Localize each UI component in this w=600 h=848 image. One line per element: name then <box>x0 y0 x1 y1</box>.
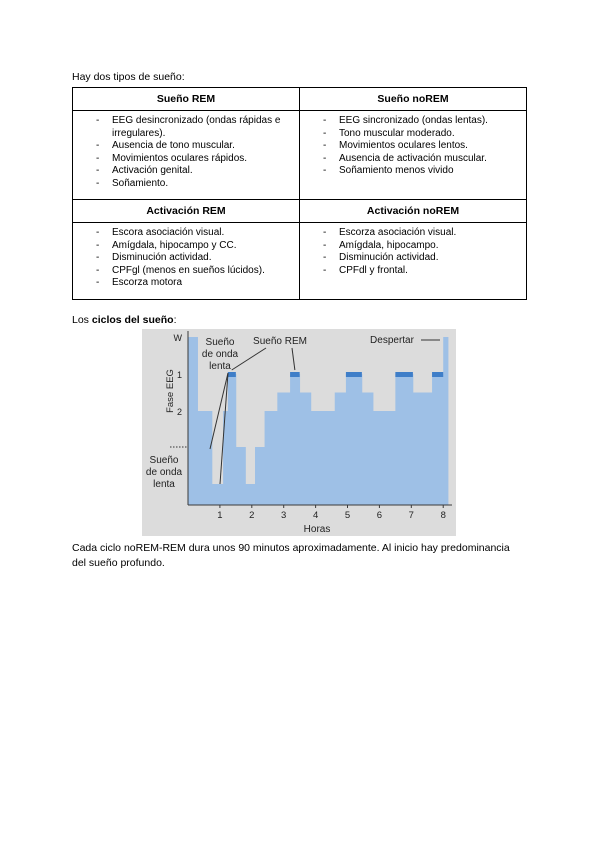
act-rem-list <box>79 227 293 290</box>
stage-bar <box>443 337 448 505</box>
stage-bar <box>212 484 224 505</box>
stage-bar <box>198 411 213 505</box>
x-tick-label: 7 <box>408 510 414 521</box>
list-item: - Movimientos oculares rápidos. <box>79 153 293 166</box>
list-item: - EEG sincronizado (ondas lentas). <box>306 115 520 128</box>
hypnogram-figure <box>142 329 456 536</box>
header-rem: Sueño REM <box>73 88 300 111</box>
stage-bar <box>228 374 236 505</box>
list-item: - Amígdala, hipocampo y CC. <box>79 240 293 253</box>
list-item: - Amígdala, hipocampo. <box>306 240 520 253</box>
y-tick-label: 2 <box>176 407 182 417</box>
annotation-wake: Despertar <box>370 335 414 346</box>
stage-bar <box>300 393 312 506</box>
stage-bar <box>290 374 300 505</box>
y-axis-label: Fase EEG <box>165 369 176 413</box>
x-tick-label: 5 <box>344 510 351 521</box>
sleep-types-table <box>72 87 527 300</box>
x-tick-label: 1 <box>217 510 223 521</box>
list-item: - Escorza motora <box>79 277 293 290</box>
x-tick-label: 4 <box>312 510 319 521</box>
list-item: - Activación genital. <box>79 165 293 178</box>
x-tick-label: 2 <box>249 510 255 521</box>
stage-bar <box>395 374 413 505</box>
y-tick-label: W <box>173 333 182 343</box>
stage-bar <box>277 393 290 506</box>
annotation-slow-wave-top: Sueño de onda lenta <box>201 337 239 372</box>
cycles-suffix: : <box>173 314 177 326</box>
stage-bar <box>413 393 433 506</box>
list-item: - Ausencia de tono muscular. <box>79 140 293 153</box>
norem-list <box>306 115 520 178</box>
outro-text: Cada ciclo noREM-REM dura unos 90 minutos aproximadamente. Al inicio hay predominancia del sueño profundo. <box>72 542 510 569</box>
cycles-heading <box>72 314 176 326</box>
list-item: - CPFdl y frontal. <box>306 265 520 278</box>
stage-bar <box>335 393 347 506</box>
list-item: - EEG desincronizado (ondas rápidas e irregulares). <box>79 115 293 140</box>
stage-bar <box>373 411 396 505</box>
y-tick-label: 1 <box>176 370 182 380</box>
list-item: - Disminución actividad. <box>306 252 520 265</box>
list-item: - Escora asociación visual. <box>79 227 293 240</box>
intro-text: Hay dos tipos de sueño: <box>72 71 185 83</box>
rem-marker <box>228 372 236 377</box>
x-tick-label: 8 <box>440 510 446 521</box>
stage-bar <box>346 374 362 505</box>
list-item: - Movimientos oculares lentos. <box>306 140 520 153</box>
list-item: - Soñamiento menos vivido <box>306 165 520 178</box>
list-item: - Ausencia de activación muscular. <box>306 153 520 166</box>
rem-marker <box>290 372 300 377</box>
hypnogram-chart <box>142 329 456 536</box>
stage-bar <box>188 337 198 505</box>
header-act-rem: Activación REM <box>73 200 300 223</box>
list-item: - CPFgl (menos en sueños lúcidos). <box>79 265 293 278</box>
x-axis-label: Horas <box>303 524 331 535</box>
list-item: - Escorza asociación visual. <box>306 227 520 240</box>
list-item: - Disminución actividad. <box>79 252 293 265</box>
rem-marker <box>432 372 443 377</box>
list-item: - Tono muscular moderado. <box>306 128 520 141</box>
stage-bar <box>255 447 265 505</box>
header-act-norem: Activación noREM <box>300 200 527 223</box>
header-norem: Sueño noREM <box>300 88 527 111</box>
norem-cell <box>300 111 527 200</box>
rem-marker <box>395 372 413 377</box>
cycles-prefix: Los <box>72 314 92 326</box>
rem-list <box>79 115 293 190</box>
list-item: - Soñamiento. <box>79 178 293 191</box>
act-rem-cell <box>73 223 300 300</box>
x-tick-label: 6 <box>376 510 383 521</box>
annotation-rem: Sueño REM <box>253 336 307 347</box>
stage-bar <box>362 393 374 506</box>
stage-bar <box>432 374 444 505</box>
rem-cell <box>73 111 300 200</box>
annotation-slow-wave-left: Sueño de onda lenta <box>145 455 183 490</box>
stage-bar <box>245 484 255 505</box>
stage-bar <box>265 411 278 505</box>
act-norem-list <box>306 227 520 277</box>
stage-bar <box>311 411 335 505</box>
act-norem-cell <box>300 223 527 300</box>
cycles-bold: ciclos del sueño <box>91 314 174 326</box>
rem-marker <box>346 372 362 377</box>
stage-bar <box>236 447 246 505</box>
x-tick-label: 3 <box>281 510 287 521</box>
